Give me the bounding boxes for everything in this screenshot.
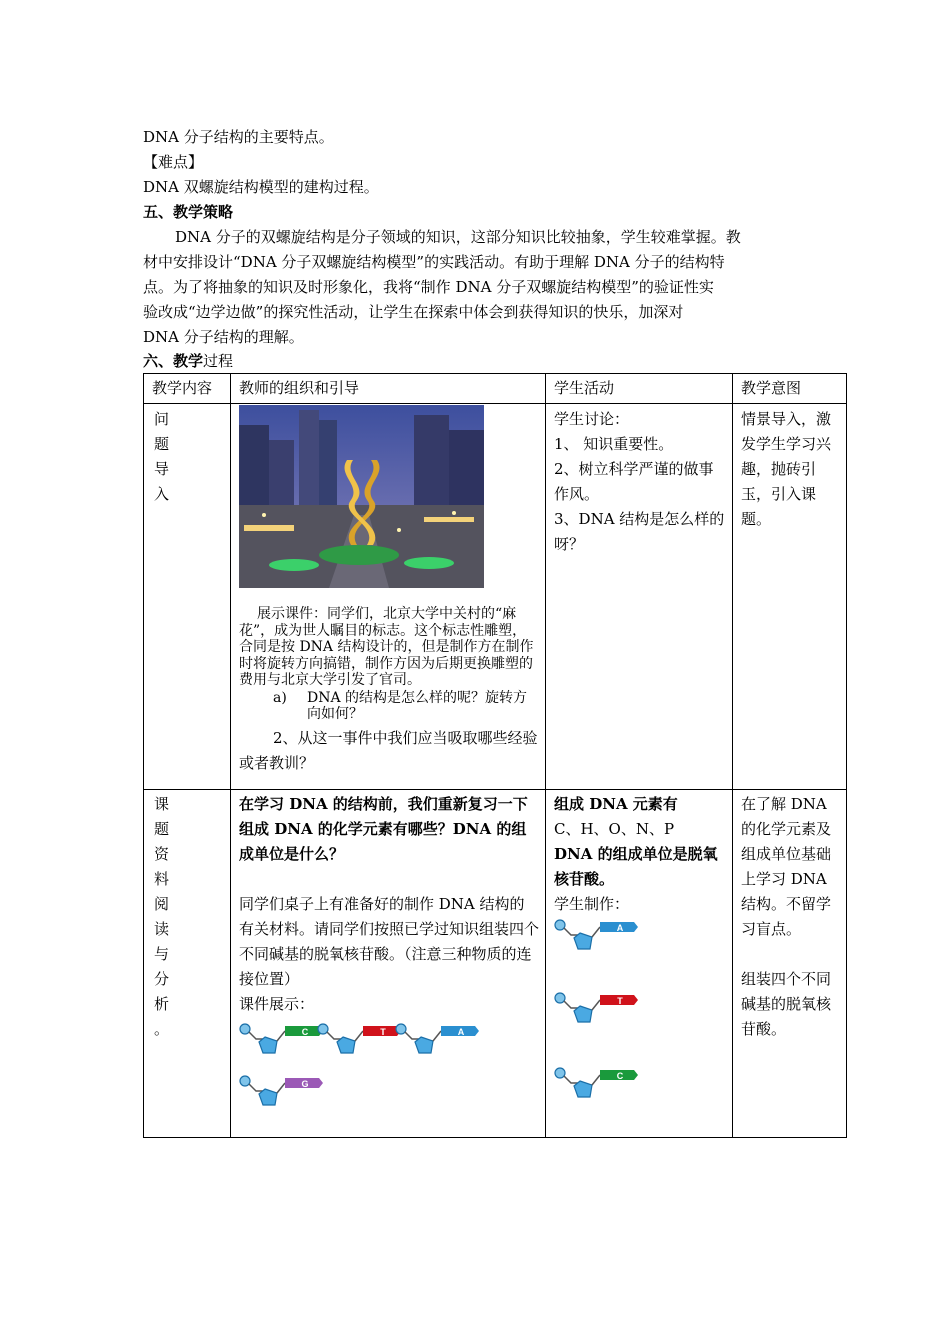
bond-line [355,1031,363,1041]
strategy-line-2: 材中安排设计“DNA 分子双螺旋结构模型”的实践活动。有助于理解 DNA 分子的结构特 [143,253,725,271]
strategy-line-3: 点。为了将抽象的知识及时形象化，我将“制作 DNA 分子双螺旋结构模型”的验证性实 [143,278,714,296]
difficulty-heading: 【难点】 [143,153,204,171]
teacher-nucleotide-diagram [239,1017,539,1113]
content-char: 料 [154,870,170,888]
row2-student [546,790,733,1138]
deoxyribose-icon [259,1037,277,1053]
bond-line [405,1032,421,1039]
student-make-label: 学生制作： [554,895,630,913]
bond-line [277,1031,285,1041]
question-a-text: DNA 的结构是怎么样的呢？旋转方向如何？ [307,689,528,722]
courseware-label: 课件展示： [239,995,315,1013]
review-question: 在学习 DNA 的结构前，我们重新复习一下组成 DNA 的化学元素有哪些？DNA 的组成单位是什么？ [239,795,528,863]
base-letter: G [301,1079,309,1089]
deoxyribose-icon [574,933,592,949]
difficulty-text: DNA 双螺旋结构模型的建构过程。 [143,178,379,196]
teacher-nucleotide-a [396,1024,479,1053]
base-tip [319,1078,323,1088]
base-letter: A [616,923,624,933]
question-2: 2、从这一事件中我们应当吸取哪些经验或者教训？ [239,728,538,772]
bond-line [277,1083,285,1093]
student-elements: C、H、O、N、P [554,820,675,838]
courseware-description: 展示课件：同学们，北京大学中关村的“麻花”，成为世人瞩目的标志。这个标志性雕塑，合同是按 DNA 结构设计的，但是制作方在制作时将旋转方向搞错，制作方因为后期更换雕塑的费用与北京大学引发了官司。 [239,606,534,688]
content-char: 阅 [154,895,170,913]
table-header-row [144,374,847,404]
row2-teacher [231,790,546,1138]
bond-line [249,1032,265,1039]
student-nucleotide-t [555,993,638,1022]
teacher-nucleotide-c [240,1024,323,1053]
content-char: 问 [154,410,170,428]
header-student: 学生活动 [546,374,733,404]
strategy-line-1: DNA 分子的双螺旋结构是分子领域的知识，这部分知识比较抽象，学生较难掌握。教 [175,228,741,246]
bond-line [433,1031,441,1041]
teacher-nucleotide-g [240,1076,323,1105]
strategy-line-4: 验改成“边学边做”的探究性活动，让学生在探索中体会到获得知识的快乐，加深对 [143,303,684,321]
base-letter: T [617,996,623,1006]
student-line: 1、 知识重要性。 [554,435,674,453]
assembly-instruction: 同学们桌子上有准备好的制作 DNA 结构的有关材料。请同学们按照已学过知识组装四个不同碱基的脱氧核苷酸。（注意三种物质的连接位置） [239,895,540,988]
base-letter: A [457,1027,465,1037]
row2-intent [733,790,847,1138]
content-char: 题 [154,820,170,838]
student-unit: DNA 的组成单位是脱氧核苷酸。 [554,845,718,888]
base-letter: T [380,1027,386,1037]
deoxyribose-icon [337,1037,355,1053]
base-tip [634,995,638,1005]
process-heading [143,349,233,374]
bond-line [564,928,580,935]
content-char: 与 [154,945,170,963]
bond-line [592,1000,600,1010]
content-char: 课 [154,795,170,813]
bond-line [564,1076,580,1083]
bond-line [592,927,600,937]
lesson-table [143,373,847,1138]
student-line: 3、DNA 结构是怎么样的呀？ [554,510,725,553]
header-teacher: 教师的组织和引导 [231,374,546,404]
question-a [239,690,539,723]
header-content: 教学内容 [144,374,231,404]
content-char: 资 [154,845,170,863]
base-tip [634,1070,638,1080]
content-char: 析 [154,995,170,1013]
student-nucleotide-diagram [554,917,654,1127]
row1-student [546,404,733,790]
content-char: 题 [154,435,170,453]
base-letter: C [616,1071,624,1081]
row1-content [144,404,231,790]
key-point-text: DNA 分子结构的主要特点。 [143,128,334,146]
student-line: 学生讨论： [554,410,630,428]
content-char: 读 [154,920,170,938]
bond-line [249,1084,265,1091]
deoxyribose-icon [574,1006,592,1022]
content-char: 入 [154,485,170,503]
teacher-nucleotide-t [318,1024,401,1053]
student-nucleotide-a [555,920,638,949]
row1-intent: 情景导入，激发学生学习兴趣，抛砖引玉，引入课题。 [733,404,847,790]
bond-line [592,1075,600,1085]
table-row [144,790,847,1138]
base-tip [475,1026,479,1036]
bond-line [327,1032,343,1039]
intent-text-1: 在了解 DNA 的化学元素及组成单位基础上学习 DNA 结构。不留学习盲点。 [741,795,832,938]
process-heading-rest: 过程 [203,352,234,370]
content-char: 分 [154,970,170,988]
row2-content [144,790,231,1138]
strategy-line-5: DNA 分子结构的理解。 [143,328,304,346]
base-letter: C [301,1027,309,1037]
bond-line [564,1001,580,1008]
intent-text-2: 组装四个不同碱基的脱氧核苷酸。 [741,970,832,1038]
content-char: 。 [154,1020,170,1038]
table-row [144,404,847,790]
student-elements-heading: 组成 DNA 元素有 [554,795,678,813]
question-a-marker: a) [273,689,287,706]
student-line: 2、树立科学严谨的做事作风。 [554,460,714,503]
deoxyribose-icon [415,1037,433,1053]
base-tip [634,922,638,932]
header-intent: 教学意图 [733,374,847,404]
student-nucleotide-c [555,1068,638,1097]
content-char: 导 [154,460,170,478]
process-heading-bold: 六、教学 [143,352,204,370]
strategy-heading: 五、教学策略 [143,203,234,221]
deoxyribose-icon [574,1081,592,1097]
sculpture-photo [239,405,484,588]
row1-teacher [231,404,546,790]
deoxyribose-icon [259,1089,277,1105]
